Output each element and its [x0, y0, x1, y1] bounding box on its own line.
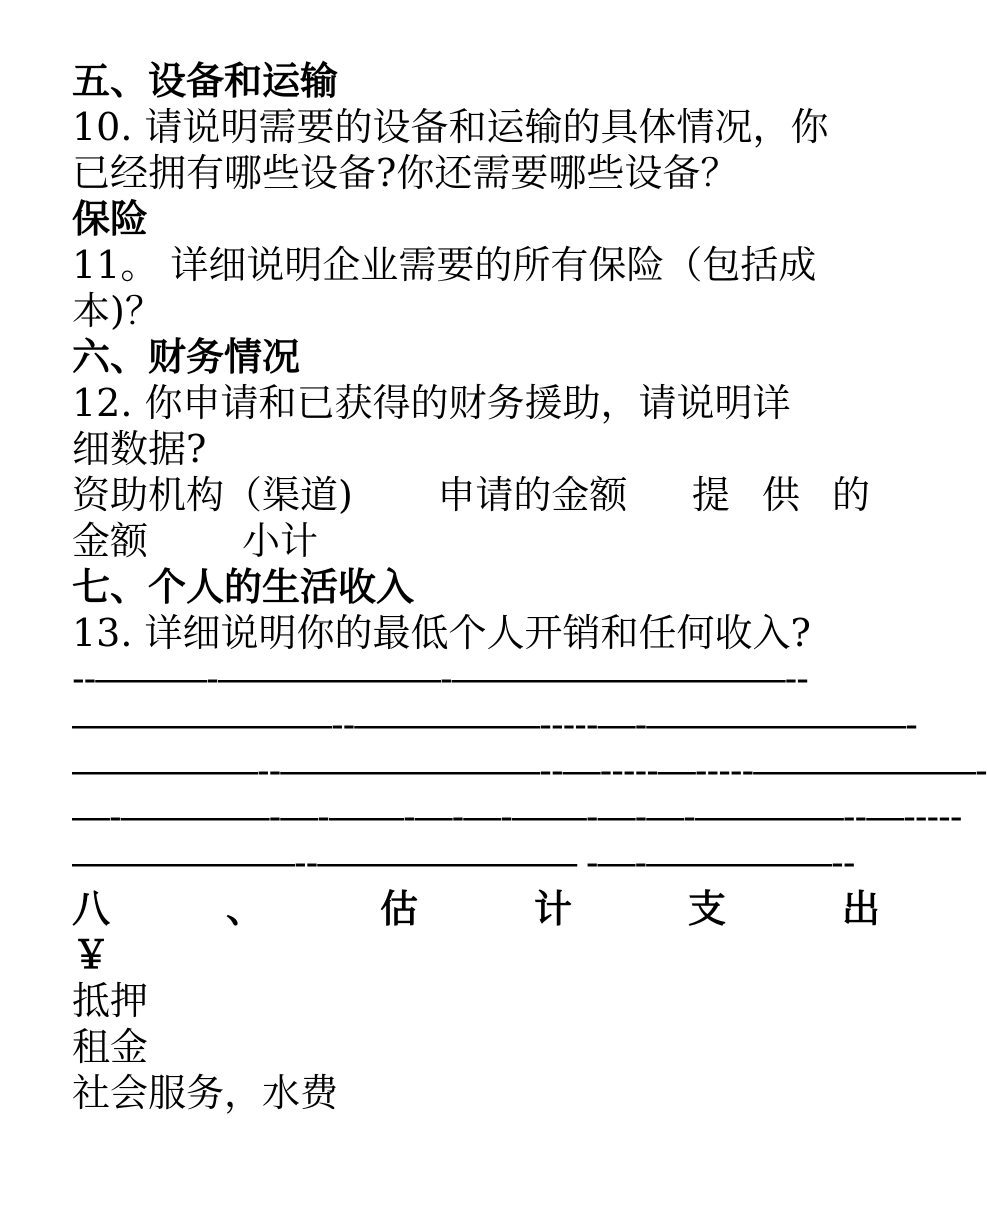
section-heading-equipment: 五、设备和运输	[72, 59, 339, 103]
requested-amount-header: 申请的金额	[437, 473, 628, 517]
funding-source-header: 资助机构（渠道)	[72, 473, 353, 517]
question-11-line-1: 11。 详细说明企业需要的所有保险（包括成	[72, 243, 817, 287]
question-13-line-1: 13. 详细说明你的最低个人开销和任何收入?	[72, 611, 811, 655]
blank-answer-line: —-————-—-——-—-—-——-—-—-————--—-----	[72, 796, 962, 838]
question-11-line-2: 本)？	[72, 289, 163, 333]
section-heading-insurance: 保险	[72, 197, 149, 241]
heading-char: 估	[379, 887, 418, 931]
document-page	[72, 58, 987, 1116]
question-12-line-2: 细数据?	[72, 427, 207, 471]
heading-char: 出	[841, 887, 880, 931]
provided-amount-header: 提 供 的	[691, 473, 880, 517]
heading-char: 计	[533, 887, 572, 931]
expense-item-mortgage: 抵押	[72, 979, 149, 1023]
expense-item-rent: 租金	[72, 1025, 149, 1069]
blank-answer-line: —————--———————--—-----—-----——————-	[72, 750, 987, 792]
subtotal-header: 小计	[242, 519, 319, 563]
section-heading-personal-income: 七、个人的生活收入	[72, 565, 415, 609]
blank-answer-line: --———-——————-—————————--	[72, 658, 808, 700]
section-heading-finance: 六、财务情况	[72, 335, 301, 379]
question-10-line-2: 已经拥有哪些设备?你还需要哪些设备？	[72, 151, 739, 195]
heading-char: 、	[225, 887, 264, 931]
heading-char: 八	[72, 887, 111, 931]
blank-answer-line: ——————--——————— -—-—————--	[72, 842, 855, 884]
amount-header: 金额	[72, 519, 149, 563]
expense-item-utilities: 社会服务，水费	[72, 1071, 339, 1115]
question-12-line-1: 12. 你申请和已获得的财务援助，请说明详	[72, 381, 791, 425]
blank-answer-line: ———————--—————-----—-———————-	[72, 704, 917, 746]
section-heading-estimated-expenses	[72, 886, 880, 932]
question-10-line-1: 10. 请说明需要的设备和运输的具体情况，你	[72, 105, 829, 149]
funding-table-header-row-2	[72, 518, 880, 564]
currency-symbol: ￥	[72, 933, 111, 977]
heading-char: 支	[687, 887, 726, 931]
funding-table-header-row-1	[72, 472, 880, 518]
